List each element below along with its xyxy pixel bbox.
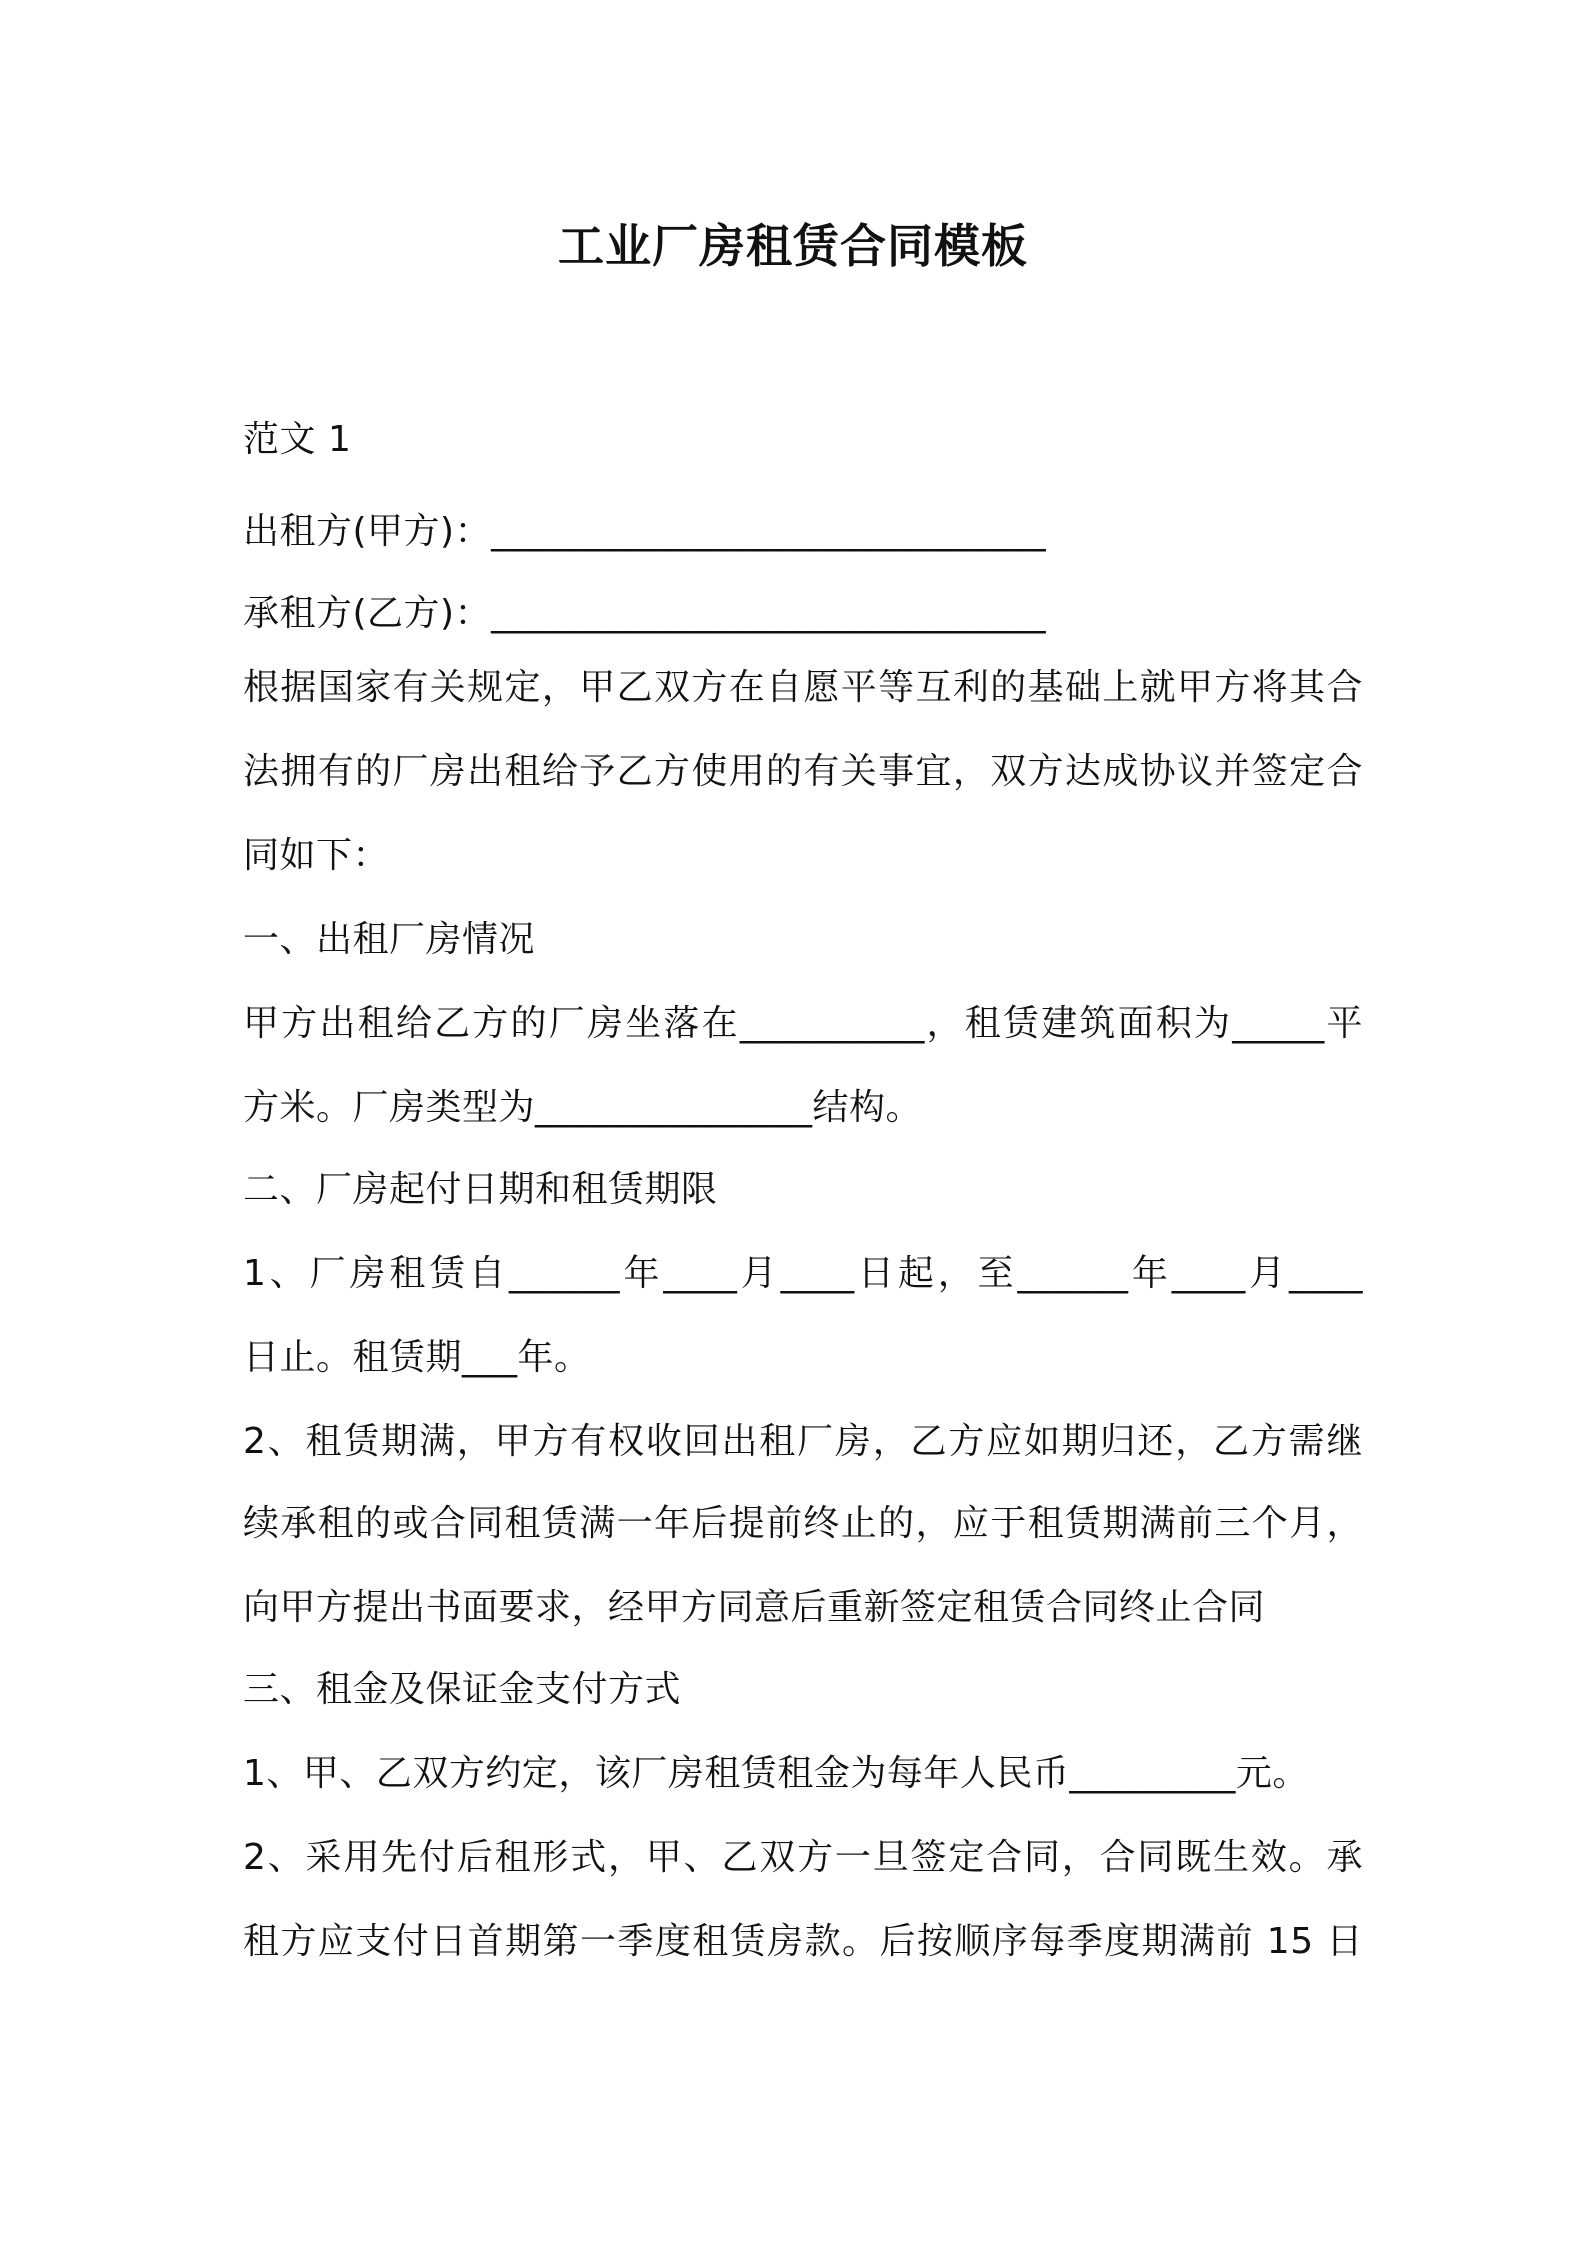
lessor-line: 出租方(甲方)：______________________________ [243, 511, 1047, 552]
section-heading-1: 一、出租厂房情况 [243, 919, 536, 960]
paragraph-line: 2、采用先付后租形式，甲、乙双方一旦签定合同，合同既生效。承 [243, 1837, 1363, 1878]
sample-label: 范文 1 [243, 419, 352, 460]
paragraph-line: 甲方出租给乙方的厂房坐落在__________，租赁建筑面积为_____平 [243, 1003, 1363, 1044]
lessee-line: 承租方(乙方)：______________________________ [243, 593, 1047, 634]
paragraph-line: 1、厂房租赁自______年____月____日起，至______年____月____ [243, 1253, 1363, 1294]
paragraph-line: 1、甲、乙双方约定，该厂房租赁租金为每年人民币_________元。 [243, 1753, 1309, 1794]
paragraph-line: 日止。租赁期___年。 [243, 1337, 591, 1378]
document-title: 工业厂房租赁合同模板 [558, 219, 1028, 273]
paragraph-line: 续承租的或合同租赁满一年后提前终止的，应于租赁期满前三个月， [243, 1503, 1363, 1544]
paragraph-line: 方米。厂房类型为_______________结构。 [243, 1087, 923, 1128]
section-heading-2: 二、厂房起付日期和租赁期限 [243, 1169, 718, 1210]
paragraph-line: 2、租赁期满，甲方有权收回出租厂房，乙方应如期归还，乙方需继 [243, 1421, 1363, 1462]
section-heading-3: 三、租金及保证金支付方式 [243, 1669, 682, 1710]
paragraph-line: 租方应支付日首期第一季度租赁房款。后按顺序每季度期满前 15 日 [243, 1921, 1363, 1962]
paragraph-line: 向甲方提出书面要求，经甲方同意后重新签定租赁合同终止合同 [243, 1587, 1266, 1628]
paragraph-line: 同如下： [243, 835, 390, 876]
paragraph-line: 法拥有的厂房出租给予乙方使用的有关事宜，双方达成协议并签定合 [243, 751, 1363, 792]
paragraph-line: 根据国家有关规定，甲乙双方在自愿平等互利的基础上就甲方将其合 [243, 667, 1363, 708]
